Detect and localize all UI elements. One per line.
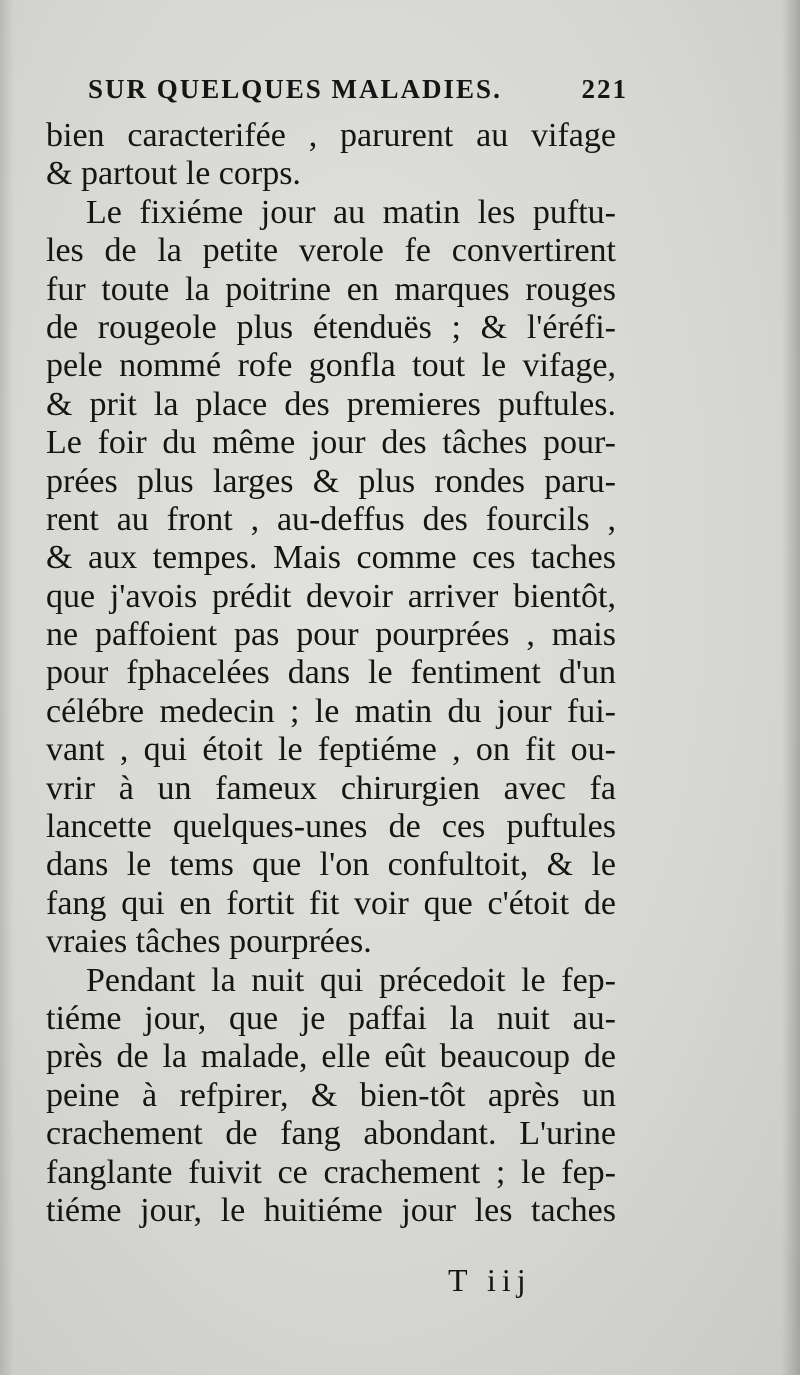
text-line: & partout le corps.: [46, 155, 301, 193]
page-number: 221: [581, 74, 628, 104]
text-line: peine à refpirer, & bien-tôt après un: [46, 1076, 616, 1114]
body-text: [46, 117, 616, 1230]
text-line: pour fphacelées dans le fentiment d'un: [46, 654, 616, 692]
text-line: bien caracterifée , parurent au vifage: [46, 117, 616, 154]
text-line: rent au front , au-deffus des fourcils ,: [46, 500, 616, 538]
text-line: de rougeole plus étenduës ; & l'éréfi-: [46, 308, 616, 346]
text-line: Le foir du même jour des tâches pour-: [46, 424, 616, 462]
text-line: tiéme jour, que je paffai la nuit au-: [46, 999, 616, 1037]
page-right-shadow: [782, 0, 800, 1375]
text-line: dans le tems que l'on confultoit, & le: [46, 846, 616, 884]
text-line: célébre medecin ; le matin du jour fui-: [46, 692, 616, 730]
signature-mark: T iij: [448, 1262, 532, 1298]
text-line: crachement de fang abondant. L'urine: [46, 1115, 616, 1153]
text-line: vant , qui étoit le feptiéme , on fit ou-: [46, 731, 616, 769]
text-line: prées plus larges & plus rondes paru-: [46, 462, 616, 500]
text-line: près de la malade, elle eût beaucoup de: [46, 1038, 616, 1076]
text-line: les de la petite verole fe convertirent: [46, 232, 616, 270]
text-line: que j'avois prédit devoir arriver bientôt,: [46, 577, 616, 615]
running-head: [88, 74, 628, 105]
running-title: SUR QUELQUES MALADIES.: [88, 74, 502, 104]
text-line: ne paffoient pas pour pourprées , mais: [46, 616, 616, 654]
text-line: & aux tempes. Mais comme ces taches: [46, 539, 616, 577]
text-line: & prit la place des premieres puftules.: [46, 385, 616, 423]
text-line: vrir à un fameux chirurgien avec fa: [46, 769, 616, 807]
page-left-shadow: [0, 0, 14, 1375]
text-line: pele nommé rofe gonfla tout le vifage,: [46, 347, 616, 385]
text-line: tiéme jour, le huitiéme jour les taches: [46, 1191, 616, 1229]
text-line: vraies tâches pourprées.: [46, 923, 372, 961]
text-line: fang qui en fortit fit voir que c'étoit de: [46, 884, 616, 922]
text-line: Le fixiéme jour au matin les puftu-: [86, 193, 616, 231]
text-line: lancette quelques-unes de ces puftules: [46, 808, 616, 846]
text-line: Pendant la nuit qui précedoit le fep-: [86, 961, 616, 999]
text-line: fanglante fuivit ce crachement ; le fep-: [46, 1153, 616, 1191]
text-line: fur toute la poitrine en marques rouges: [46, 270, 616, 308]
